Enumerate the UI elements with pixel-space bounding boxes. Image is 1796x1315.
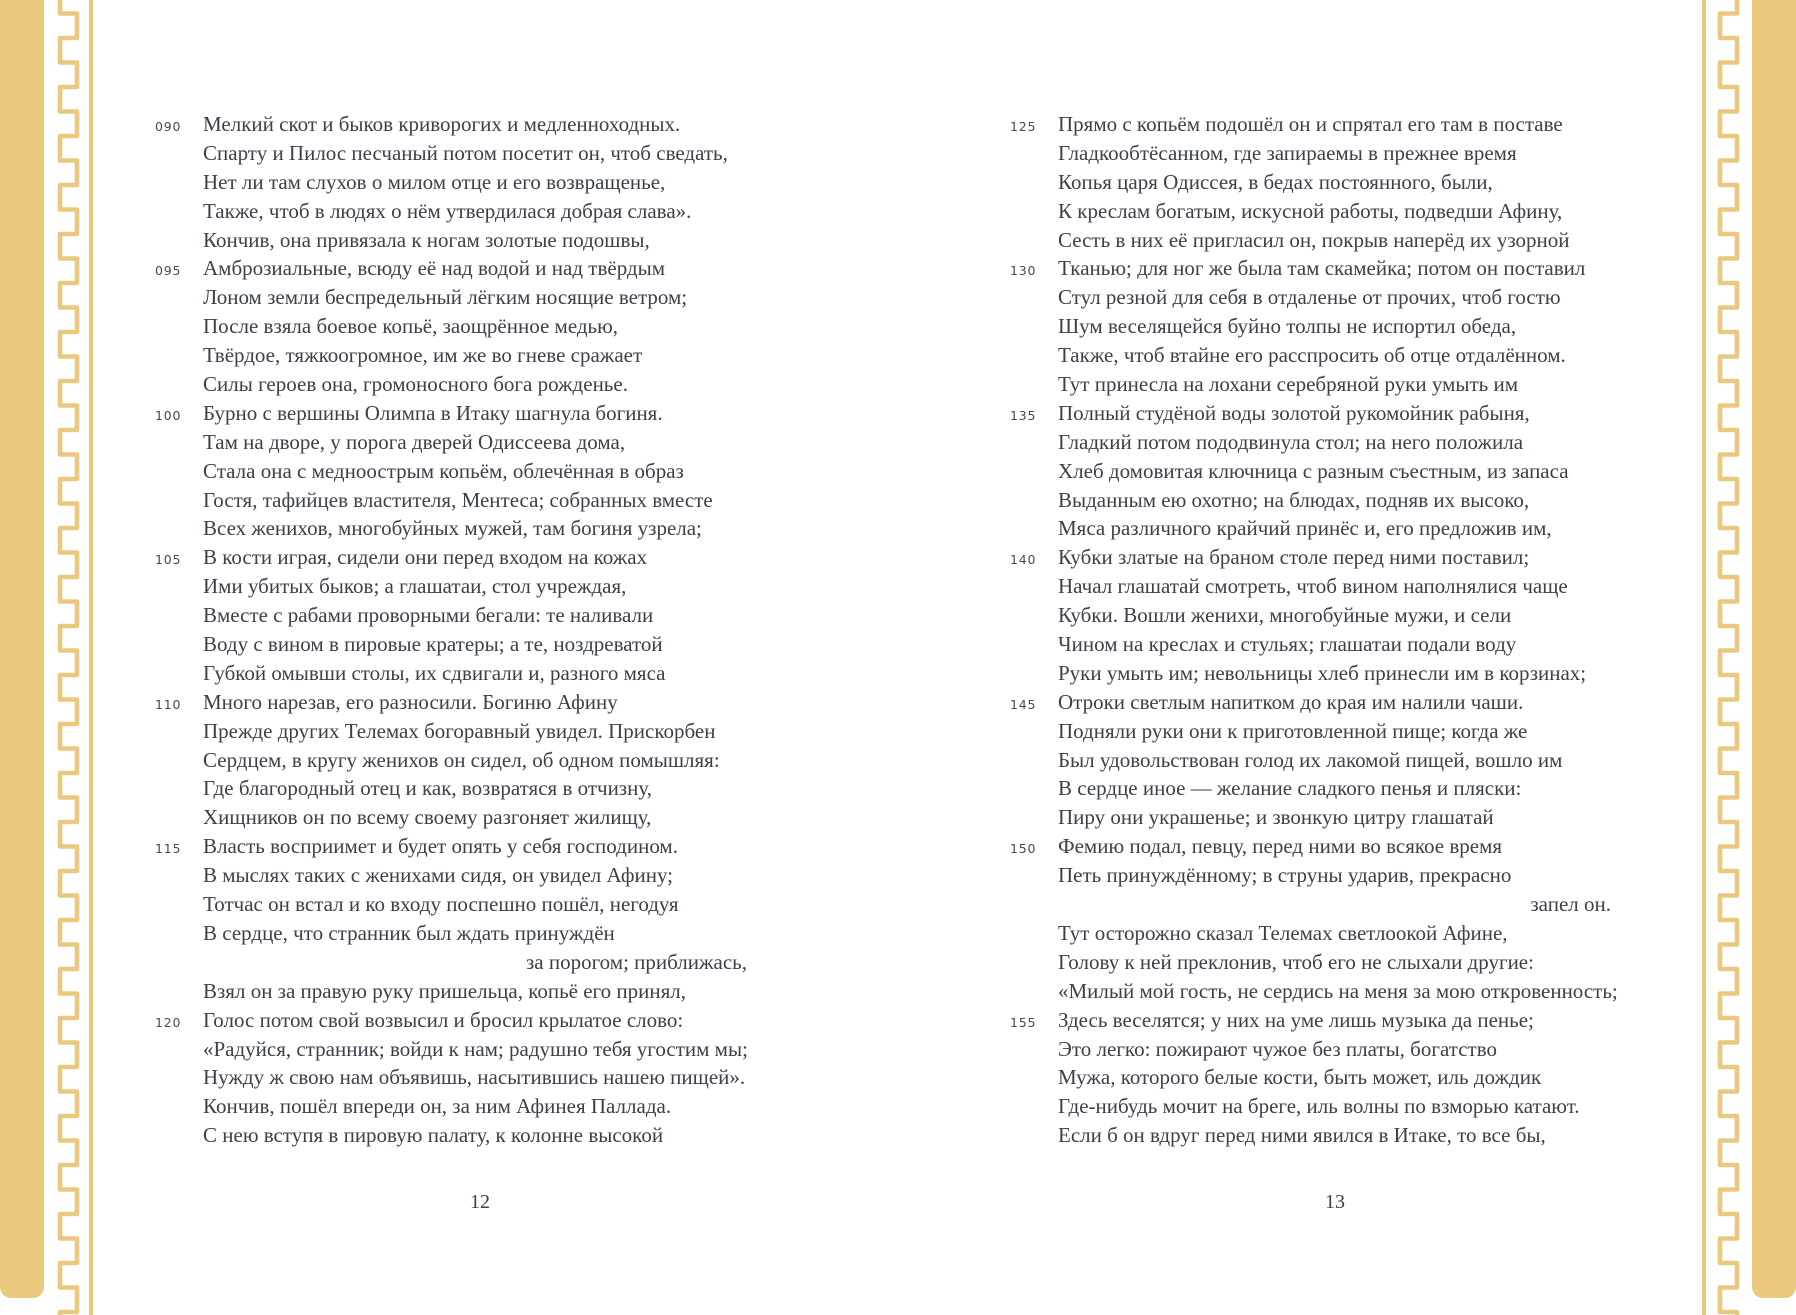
verse-text: Кубки златые на браном столе перед ними поставил; xyxy=(1058,545,1530,570)
verse-text: В сердце, что странник был ждать принуждён xyxy=(203,920,615,945)
verse-text: Выданным ею охотно; на блюдах, подняв их высоко, xyxy=(1058,487,1530,512)
verse-text: Гладкий потом пододвинула стол; на него положила xyxy=(1058,429,1524,454)
verse-line xyxy=(155,1035,805,1064)
verse-text: Если б он вдруг перед ними явился в Итаке, то все бы, xyxy=(1058,1123,1546,1148)
line-number: 140 xyxy=(1010,552,1037,568)
verse-text: Также, чтоб в людях о нём утвердилася добрая слава». xyxy=(203,198,692,223)
line-number: 145 xyxy=(1010,696,1037,712)
greek-key-border-left-icon xyxy=(53,0,82,1315)
verse-text: Прежде других Телемах богоравный увидел. Прискорбен xyxy=(203,718,716,743)
verse-text: В мыслях таких с женихами сидя, он увидел Афину; xyxy=(203,863,674,888)
verse-line xyxy=(1010,774,1660,803)
verse-text: К креслам богатым, искусной работы, подведши Афину, xyxy=(1058,198,1563,223)
line-number: 155 xyxy=(1010,1014,1037,1030)
gold-band-right xyxy=(1752,0,1796,1298)
verse-lines-right xyxy=(1010,110,1660,1150)
line-number: 095 xyxy=(155,263,182,279)
verse-line xyxy=(1010,572,1660,601)
verse-text: Твёрдое, тяжкоогромное, им же во гневе сражает xyxy=(203,343,643,368)
verse-text: Стул резной для себя в отдаленье от прочих, чтоб гостю xyxy=(1058,285,1561,310)
verse-text: Амброзиальные, всюду её над водой и над твёрдым xyxy=(203,256,665,281)
verse-line xyxy=(155,977,805,1006)
verse-text: Голову к ней преклонив, чтоб его не слыхали другие: xyxy=(1058,949,1534,974)
verse-line xyxy=(1010,977,1660,1006)
verse-line xyxy=(1010,1035,1660,1064)
vertical-rule-left xyxy=(89,0,93,1315)
page-number-left: 12 xyxy=(470,1191,490,1214)
verse-text: Это легко: пожирают чужое без платы, богатство xyxy=(1058,1036,1497,1061)
verse-text: Где благородный отец и как, возвратяся в отчизну, xyxy=(203,776,652,801)
verse-line xyxy=(1010,543,1660,572)
verse-text: Фемию подал, певцу, перед ними во всякое время xyxy=(1058,834,1503,859)
verse-line xyxy=(1010,601,1660,630)
verse-text: Всех женихов, многобуйных мужей, там богиня узрела; xyxy=(203,516,702,541)
verse-line xyxy=(155,746,805,775)
verse-text: Отроки светлым напитком до края им налили чаши. xyxy=(1058,689,1524,714)
verse-text: Хлеб домовитая ключница с разным съестным, из запаса xyxy=(1058,458,1569,483)
verse-line xyxy=(1010,312,1660,341)
verse-line xyxy=(155,139,805,168)
verse-line xyxy=(1010,659,1660,688)
page-right xyxy=(1010,110,1660,1214)
verse-text: Много нарезав, его разносили. Богиню Афину xyxy=(203,689,618,714)
verse-line xyxy=(155,110,805,139)
verse-text: Мужа, которого белые кости, быть может, иль дождик xyxy=(1058,1065,1542,1090)
verse-line xyxy=(1010,197,1660,226)
verse-line xyxy=(1010,1121,1660,1150)
verse-line xyxy=(1010,341,1660,370)
line-number: 115 xyxy=(155,841,182,857)
verse-line xyxy=(155,341,805,370)
verse-line xyxy=(155,1006,805,1035)
verse-text: Воду с вином в пировые кратеры; а те, ноздреватой xyxy=(203,632,663,657)
verse-line xyxy=(155,312,805,341)
verse-line xyxy=(155,803,805,832)
verse-text: Кончив, она привязала к ногам золотые подошвы, xyxy=(203,227,650,252)
verse-line xyxy=(155,428,805,457)
verse-text: Ими убитых быков; а глашатаи, стол учреждая, xyxy=(203,574,627,599)
verse-line xyxy=(155,399,805,428)
verse-text: Полный студёной воды золотой рукомойник рабыня, xyxy=(1058,400,1530,425)
verse-line xyxy=(155,688,805,717)
verse-line xyxy=(1010,890,1660,919)
gold-band-left xyxy=(0,0,44,1298)
verse-line xyxy=(1010,919,1660,948)
verse-text: Тут принесла на лохани серебряной руки умыть им xyxy=(1058,372,1519,397)
verse-line xyxy=(155,572,805,601)
verse-line xyxy=(1010,283,1660,312)
verse-line xyxy=(1010,226,1660,255)
verse-line xyxy=(1010,428,1660,457)
verse-line xyxy=(155,486,805,515)
verse-line xyxy=(155,1063,805,1092)
verse-line xyxy=(155,717,805,746)
verse-text: Сердцем, в кругу женихов он сидел, об одном помышляя: xyxy=(203,747,720,772)
verse-line xyxy=(155,370,805,399)
verse-line xyxy=(1010,486,1660,515)
verse-text: Пиру они украшенье; и звонкую цитру глашатай xyxy=(1058,805,1494,830)
verse-text: Шум веселящейся буйно толпы не испортил обеда, xyxy=(1058,314,1517,339)
verse-text: Нет ли там слухов о милом отце и его возвращенье, xyxy=(203,169,666,194)
verse-text: Сесть в них её пригласил он, покрыв наперёд их узорной xyxy=(1058,227,1570,252)
verse-line xyxy=(155,197,805,226)
verse-text: Вместе с рабами проворными бегали: те наливали xyxy=(203,603,654,628)
line-number: 125 xyxy=(1010,119,1037,134)
verse-line xyxy=(155,1121,805,1150)
line-number: 110 xyxy=(155,696,182,712)
verse-text: Стала она с медноострым копьём, облечённая в образ xyxy=(203,458,684,483)
verse-text: Там на дворе, у порога дверей Одиссеева дома, xyxy=(203,429,626,454)
vertical-rule-right xyxy=(1702,0,1706,1315)
line-number: 105 xyxy=(155,552,182,568)
verse-text: Спарту и Пилос песчаный потом посетит он, чтоб сведать, xyxy=(203,140,728,165)
verse-line xyxy=(155,659,805,688)
page-number-right: 13 xyxy=(1325,1191,1345,1214)
verse-text: Силы героев она, громоносного бога рожденье. xyxy=(203,372,628,397)
verse-text: Мяса различного крайчий принёс и, его предложив им, xyxy=(1058,516,1552,541)
verse-text: Чином на креслах и стульях; глашатаи подали воду xyxy=(1058,632,1517,657)
verse-text: Лоном земли беспредельный лёгким носящие ветром; xyxy=(203,285,688,310)
verse-text: Гостя, тафийцев властителя, Ментеса; собранных вместе xyxy=(203,487,713,512)
verse-line xyxy=(1010,514,1660,543)
verse-line xyxy=(1010,630,1660,659)
verse-text: Взял он за правую руку пришельца, копьё его принял, xyxy=(203,978,686,1003)
line-number: 150 xyxy=(1010,841,1037,857)
verse-text: В сердце иное — желание сладкого пенья и пляски: xyxy=(1058,776,1522,801)
verse-text: Кончив, пошёл впереди он, за ним Афинея Паллада. xyxy=(203,1094,672,1119)
verse-text: Где-нибудь мочит на бреге, иль волны по взморью катают. xyxy=(1058,1094,1580,1119)
verse-line xyxy=(1010,168,1660,197)
verse-line xyxy=(1010,948,1660,977)
verse-text: Губкой омывши столы, их сдвигали и, разного мяса xyxy=(203,660,666,685)
verse-text: Тканью; для ног же была там скамейка; потом он поставил xyxy=(1058,256,1586,281)
verse-line xyxy=(1010,1006,1660,1035)
verse-text: Кубки. Вошли женихи, многобуйные мужи, и сели xyxy=(1058,603,1512,628)
verse-text: Хищников он по всему своему разгоняет жилищу, xyxy=(203,805,652,830)
verse-line xyxy=(1010,457,1660,486)
line-number: 090 xyxy=(155,119,182,134)
verse-line xyxy=(1010,832,1660,861)
verse-line xyxy=(155,630,805,659)
line-number: 120 xyxy=(155,1014,182,1030)
verse-text: Тотчас он встал и ко входу поспешно пошёл, негодуя xyxy=(203,892,679,917)
verse-line xyxy=(1010,254,1660,283)
verse-text: В кости играя, сидели они перед входом на кожах xyxy=(203,545,648,570)
verse-line xyxy=(155,948,805,977)
verse-line xyxy=(155,283,805,312)
verse-text: Мелкий скот и быков криворогих и медленноходных. xyxy=(203,112,681,136)
verse-line xyxy=(155,254,805,283)
verse-line xyxy=(155,168,805,197)
verse-line xyxy=(1010,1063,1660,1092)
verse-text: С нею вступя в пировую палату, к колонне высокой xyxy=(203,1123,664,1148)
verse-text: Тут осторожно сказал Телемах светлоокой Афине, xyxy=(1058,920,1508,945)
page-left xyxy=(155,110,805,1214)
verse-line xyxy=(1010,1092,1660,1121)
verse-line xyxy=(155,514,805,543)
verse-text: Копья царя Одиссея, в бедах постоянного, были, xyxy=(1058,169,1493,194)
verse-line xyxy=(1010,370,1660,399)
verse-text: «Радуйся, странник; войди к нам; радушно тебя угостим мы; xyxy=(203,1036,748,1061)
verse-line xyxy=(1010,803,1660,832)
verse-line xyxy=(1010,746,1660,775)
verse-text: После взяла боевое копьё, заощрённое медью, xyxy=(203,314,619,339)
verse-line xyxy=(1010,110,1660,139)
verse-text: Подняли руки они к приготовленной пище; когда же xyxy=(1058,718,1528,743)
verse-lines-left xyxy=(155,110,805,1150)
verse-text: Руки умыть им; невольницы хлеб принесли им в корзинах; xyxy=(1058,660,1587,685)
verse-line xyxy=(155,226,805,255)
verse-text: запел он. xyxy=(1530,892,1611,917)
verse-line xyxy=(155,543,805,572)
verse-line xyxy=(155,919,805,948)
verse-text: Начал глашатай смотреть, чтоб вином наполнялися чаще xyxy=(1058,574,1568,599)
verse-text: Власть восприимет и будет опять у себя господином. xyxy=(203,834,678,859)
line-number: 135 xyxy=(1010,407,1037,423)
verse-line xyxy=(155,457,805,486)
verse-line xyxy=(1010,688,1660,717)
verse-line xyxy=(155,1092,805,1121)
verse-text: Прямо с копьём подошёл он и спрятал его там в поставе xyxy=(1058,112,1563,136)
verse-text: Здесь веселятся; у них на уме лишь музыка да пенье; xyxy=(1058,1007,1534,1032)
verse-line xyxy=(1010,717,1660,746)
verse-line xyxy=(1010,861,1660,890)
verse-line xyxy=(155,832,805,861)
verse-text: Нужду ж свою нам объявишь, насытившись нашею пищей». xyxy=(203,1065,746,1090)
line-number: 100 xyxy=(155,407,182,423)
verse-text: за порогом; приближась, xyxy=(525,949,747,974)
verse-line xyxy=(1010,139,1660,168)
verse-line xyxy=(155,774,805,803)
verse-text: Гладкообтёсанном, где запираемы в прежнее время xyxy=(1058,140,1517,165)
verse-text: Петь принуждённому; в струны ударив, прекрасно xyxy=(1058,863,1512,888)
verse-text: Голос потом свой возвысил и бросил крылатое слово: xyxy=(203,1007,684,1032)
greek-key-border-right-icon xyxy=(1715,0,1744,1315)
verse-text: Был удовольствован голод их лакомой пищей, вошло им xyxy=(1058,747,1563,772)
verse-text: Также, чтоб втайне его расспросить об отце отдалённом. xyxy=(1058,343,1566,368)
verse-text: «Милый мой гость, не сердись на меня за мою откровенность; xyxy=(1058,978,1618,1003)
verse-text: Бурно с вершины Олимпа в Итаку шагнула богиня. xyxy=(203,400,663,425)
verse-line xyxy=(155,890,805,919)
verse-line xyxy=(155,601,805,630)
verse-line xyxy=(155,861,805,890)
verse-line xyxy=(1010,399,1660,428)
line-number: 130 xyxy=(1010,263,1037,279)
